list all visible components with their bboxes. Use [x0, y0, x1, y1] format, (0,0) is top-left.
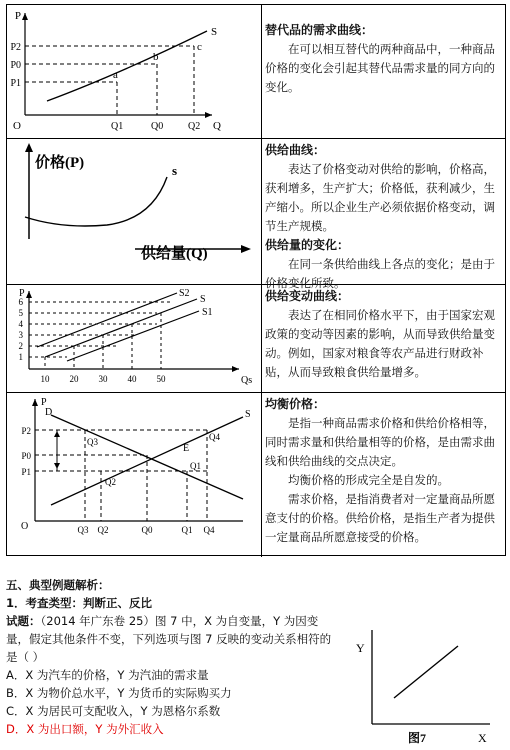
x-tick-label: 30 [98, 374, 108, 384]
curve-label: S [200, 294, 206, 305]
y-tick-label: 4 [18, 319, 23, 329]
origin-label: O [21, 521, 29, 532]
figure-caption: 图7 [408, 731, 427, 745]
y-tick-label: P0 [21, 451, 31, 461]
section-heading: 五、典型例题解析： [6, 578, 110, 592]
question-text: （2014 年广东卷 25）图 7 中，X 为自变量，Y 为因变量，假定其他条件不变，下列选项与图 7 反映的变动关系相符的是（ ） [6, 614, 332, 664]
x-axis-label: X [478, 731, 487, 745]
y-tick-label: P0 [10, 60, 21, 71]
question-block [6, 612, 336, 666]
x-tick-label: Q1 [181, 525, 193, 535]
supply-shift-graph [7, 285, 261, 392]
x-tick-label: 40 [127, 374, 137, 384]
y-tick-label: 6 [18, 297, 23, 307]
row-title: 供给曲线： [265, 143, 326, 157]
x-tick-label: Q0 [151, 121, 164, 132]
figure-7 [350, 626, 500, 746]
substitute-demand-text [265, 5, 501, 154]
x-tick-label: 10 [40, 374, 50, 384]
point-label: Q3 [87, 437, 98, 447]
option-d-answer: D．X 为出口额，Y 为外汇收入 [6, 722, 164, 736]
point-label: Q1 [190, 461, 201, 471]
curve-label: D [45, 407, 53, 418]
y-tick-label: 3 [18, 330, 23, 340]
equilibrium-text [265, 393, 501, 559]
curve-label: S [211, 26, 218, 38]
row-title: 替代品的需求曲线： [265, 23, 374, 37]
equilibrium-label: E [183, 443, 190, 454]
option-b: B．X 为物价总水平，Y 为货币的实际购买力 [6, 686, 232, 700]
y-tick-label: P1 [10, 78, 21, 89]
x-tick-label: Q4 [203, 525, 215, 535]
supply-curve-text [265, 139, 501, 290]
row-subtitle: 供给量的变化： [265, 238, 350, 252]
x-axis-label: 供给量(Q) [141, 246, 208, 262]
equilibrium-graph [7, 393, 261, 557]
row-paragraph: 需求价格，是指消费者对一定量商品所愿意支付的价格。供给价格，是指生产者为提供一定量商品所愿意接受的价格。 [265, 492, 495, 544]
point-label: a [113, 69, 118, 81]
row-paragraph: 在可以相互替代的两种商品中，一种商品价格的变化会引起其替代品需求量的同方向的变化。 [265, 42, 495, 94]
row-paragraph: 表达了价格变动对供给的影响，价格高，获利增多，生产扩大；价格低，获利减少，生产缩小。所以企业生产必须依据价格变动，调节生产规模。 [265, 162, 495, 233]
y-axis-label: P [19, 288, 25, 299]
y-tick-label: 5 [18, 308, 23, 318]
option-c: C．X 为居民可支配收入，Y 为恩格尔系数 [6, 704, 221, 718]
curve-label: S [245, 409, 251, 420]
point-label: Q2 [105, 477, 116, 487]
concept-table [6, 4, 506, 556]
x-tick-label: Q0 [141, 525, 153, 535]
curve-label: S2 [179, 288, 190, 299]
table-row-supply-curve [7, 139, 505, 290]
x-tick-label: 50 [156, 374, 166, 384]
row-paragraph: 表达了在相同价格水平下，由于国家宏观政策的变动等因素的影响，从而导致供给量变动。例如，国家对粮食等农产品进行财政补贴，从而导致粮食供给量增多。 [265, 308, 495, 379]
row-title: 均衡价格： [265, 397, 326, 411]
x-axis-label: Qs [241, 375, 253, 386]
row-paragraph: 是指一种商品需求价格和供给价格相等，同时需求量和供给量相等的价格，是由需求曲线和供给曲线的交点决定。 [265, 416, 495, 468]
x-tick-label: Q1 [111, 121, 124, 132]
supply-shift-text [265, 285, 501, 394]
question-label: 试题： [6, 614, 41, 628]
x-tick-label: Q2 [97, 525, 109, 535]
curve-label: s [172, 163, 178, 178]
x-tick-label: 20 [69, 374, 79, 384]
substitute-demand-graph [7, 5, 261, 138]
y-tick-label: 2 [18, 341, 23, 351]
section-subheading: 1．考查类型：判断正、反比 [6, 596, 153, 610]
row-paragraph: 均衡价格的形成完全是自发的。 [288, 473, 449, 487]
row-title: 供给变动曲线： [265, 289, 350, 303]
x-tick-label: Q3 [77, 525, 89, 535]
curve-label: S1 [202, 307, 213, 318]
row-paragraph: 在同一条供给曲线上各点的变化；是由于价格变化所致。 [265, 257, 495, 290]
table-row-supply-shift [7, 285, 505, 393]
y-axis-label: P [41, 397, 47, 408]
option-a: A．X 为汽车的价格，Y 为汽油的需求量 [6, 668, 209, 682]
y-tick-label: P1 [21, 467, 31, 477]
y-tick-label: P2 [21, 426, 31, 436]
y-axis-label: Y [356, 641, 365, 655]
point-label: b [153, 51, 159, 63]
x-axis-label: Q [213, 120, 221, 132]
point-label: Q4 [209, 432, 220, 442]
y-axis-label: P [14, 10, 21, 22]
y-axis-label: 价格(P) [35, 155, 85, 171]
table-row-substitute-demand [7, 5, 505, 139]
point-label: c [197, 41, 202, 53]
origin-label: O [13, 120, 21, 132]
x-tick-label: Q2 [188, 121, 201, 132]
supply-curve-graph [7, 139, 261, 284]
table-row-equilibrium [7, 393, 505, 557]
y-tick-label: P2 [10, 42, 21, 53]
y-tick-label: 1 [18, 352, 23, 362]
